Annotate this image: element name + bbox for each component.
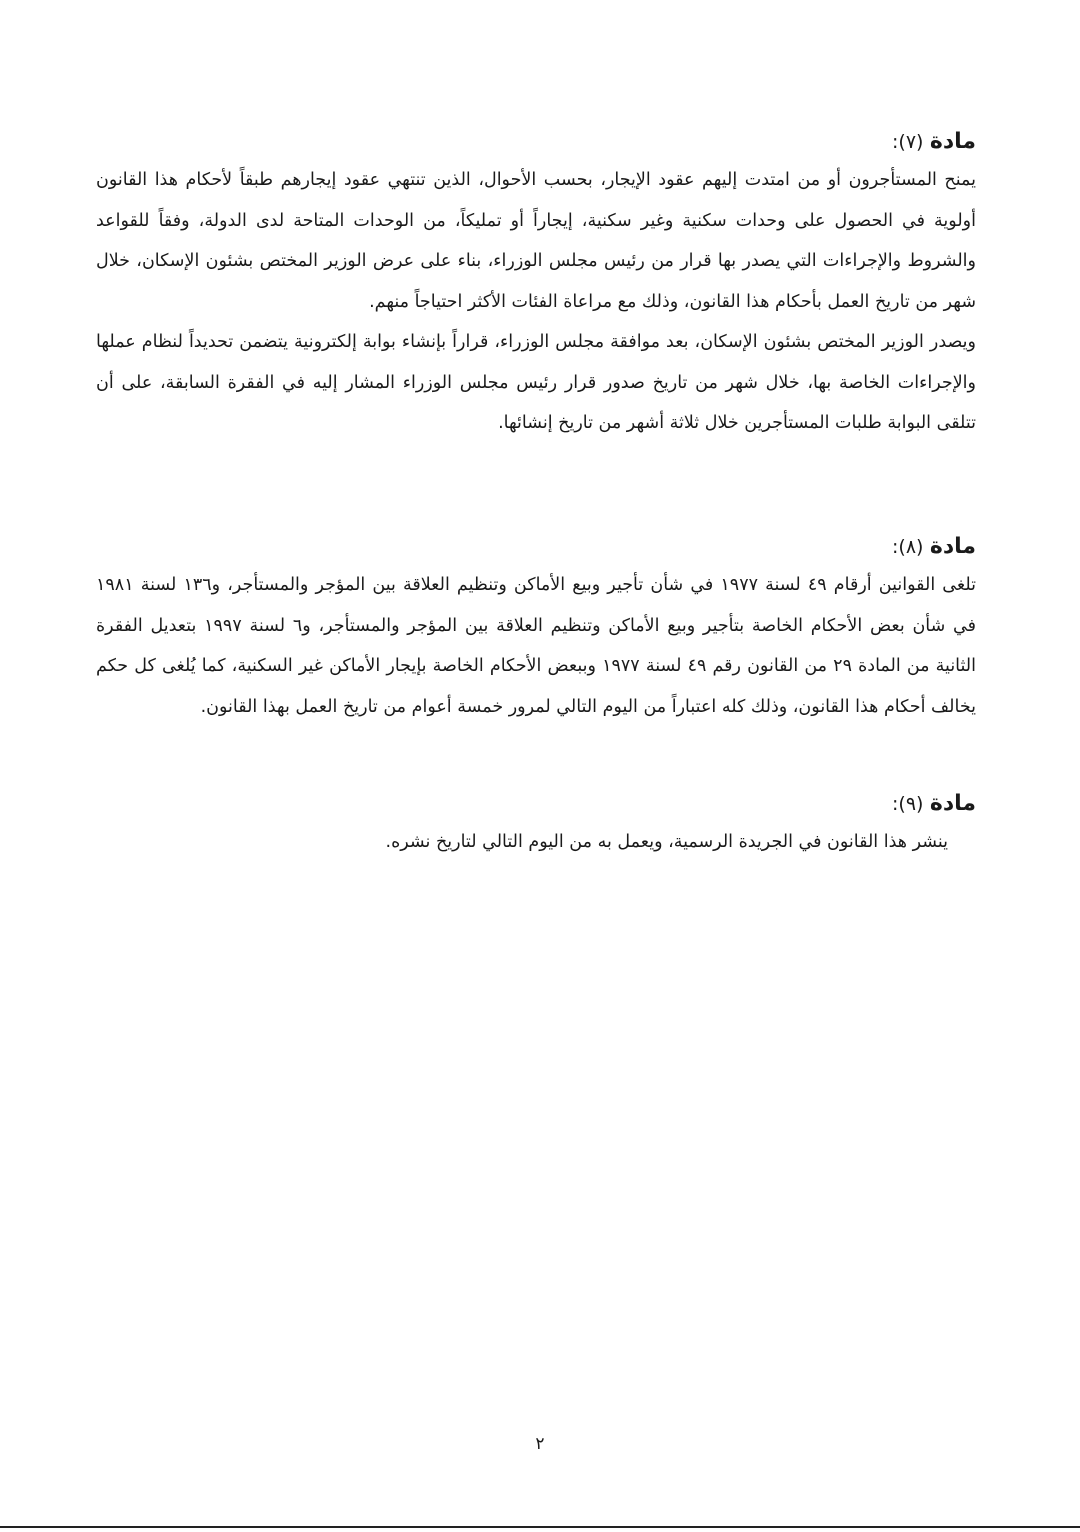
article-paragraph: يمنح المستأجرون أو من امتدت إليهم عقود الإيجار، بحسب الأحوال، الذين تنتهي عقود إيجارهم طبقاً لأحكام هذا القانون أولوية في الحصول على وحدات سكنية وغير سكنية، إيجاراً أو تمليكاً، من الوحدات المتاحة لدى الدولة، وفقاً للقواعد والشروط والإجراءات التي يصدر بها قرار من رئيس مجلس الوزراء، بناء على عرض الوزير المختص بشئون الإسكان، خلال شهر من تاريخ العمل بأحكام هذا القانون، وذلك مع مراعاة الفئات الأكثر احتياجاً منهم. — [96, 170, 976, 312]
article-heading-number: (٩): — [892, 793, 924, 815]
article-heading-number: (٧): — [892, 131, 924, 153]
article-heading-word: مادة — [929, 791, 976, 816]
article-paragraph: تلغى القوانين أرقام ٤٩ لسنة ١٩٧٧ في شأن تأجير وبيع الأماكن وتنظيم العلاقة بين المؤجر والمستأجر، و١٣٦ لسنة ١٩٨١ في شأن بعض الأحكام الخاصة بتأجير وبيع الأماكن وتنظيم العلاقة بين المؤجر والمستأجر، و٦ لسنة ١٩٩٧ بتعديل الفقرة الثانية من المادة ٢٩ من القانون رقم ٤٩ لسنة ١٩٧٧ وببعض الأحكام الخاصة بإيجار الأماكن غير السكنية، كما يُلغى كل حكم يخالف أحكام هذا القانون، وذلك كله اعتباراً من اليوم التالي لمرور خمسة أعوام من تاريخ العمل بهذا القانون. — [96, 575, 976, 717]
article-8 — [96, 531, 976, 727]
article-paragraph: ينشر هذا القانون في الجريدة الرسمية، ويعمل به من اليوم التالي لتاريخ نشره. — [385, 832, 948, 852]
article-paragraph: ويصدر الوزير المختص بشئون الإسكان، بعد موافقة مجلس الوزراء، قراراً بإنشاء بوابة إلكترونية يتضمن تحديداً لنظام عملها والإجراءات الخاصة بها، خلال شهر من تاريخ صدور قرار رئيس مجلس الوزراء المشار إليه في الفقرة السابقة، على أن تتلقى البوابة طلبات المستأجرين خلال ثلاثة أشهر من تاريخ إنشائها. — [96, 332, 976, 433]
article-heading — [96, 788, 976, 818]
article-heading-word: مادة — [929, 129, 976, 154]
page-number: ٢ — [535, 1434, 545, 1454]
article-heading — [96, 531, 976, 561]
article-heading — [96, 126, 976, 156]
article-heading-number: (٨): — [892, 536, 924, 558]
article-heading-word: مادة — [929, 534, 976, 559]
article-9 — [96, 788, 976, 863]
article-7 — [96, 126, 976, 444]
bottom-rule — [0, 1526, 1080, 1528]
